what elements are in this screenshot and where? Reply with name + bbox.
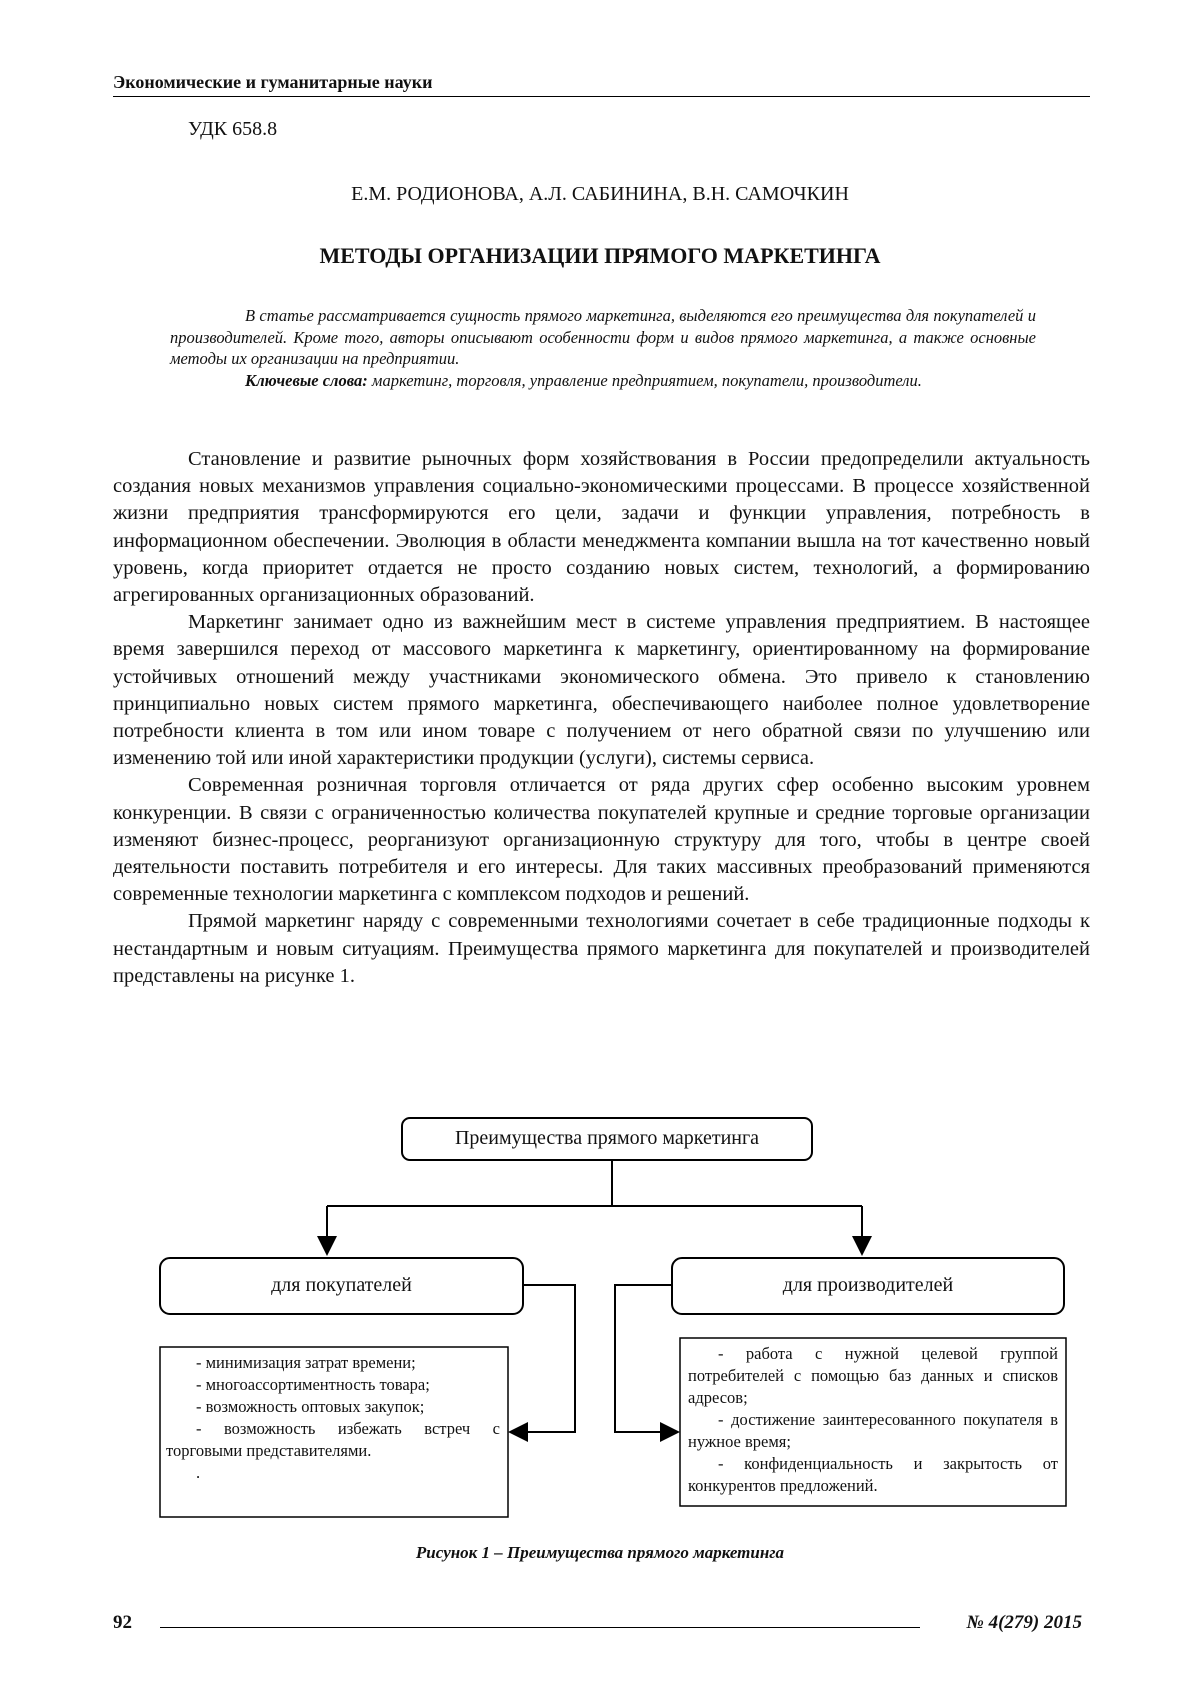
buyers-advantages bbox=[166, 1352, 500, 1484]
footer-divider bbox=[160, 1627, 920, 1628]
keywords-list: маркетинг, торговля, управление предприятием, покупатели, производители. bbox=[368, 371, 922, 390]
paragraph: Маркетинг занимает одно из важнейшим мест в системе управления предприятием. В настоящее время завершился переход от массового маркетинга к маркетингу, ориентированному на формирование устойчивых отношений между участниками экономического обмена. Это привело к становлению принципиально новых систем прямого маркетинга, обеспечивающего наиболее полное удовлетворение потребности клиента в том или ином товаре с получением от него обратной связи по улучшению или изменению той или иной характеристики продукции (услуги), системы сервиса. bbox=[113, 609, 1090, 772]
paragraph: Прямой маркетинг наряду с современными технологиями сочетает в себе традиционные подходы к нестандартным и новым ситуациям. Преимущества прямого маркетинга для покупателей и производителей представлены на рисунке 1. bbox=[113, 908, 1090, 990]
list-item: - возможность оптовых закупок; bbox=[166, 1396, 500, 1418]
paragraph: Современная розничная торговля отличается от ряда других сфер особенно высоким уровнем конкуренции. В связи с ограниченностью количества покупателей крупные и средние торговые организации изменяют бизнес-процесс, реорганизуют организационную структуру для того, чтобы в центре своей деятельности поставить потребителя и его интересы. Для таких массивных преобразований применяются современные технологии маркетинга с комплексом подходов и решений. bbox=[113, 772, 1090, 908]
running-header: Экономические и гуманитарные науки bbox=[113, 72, 1090, 97]
list-item: - минимизация затрат времени; bbox=[166, 1352, 500, 1374]
figure-caption: Рисунок 1 – Преимущества прямого маркетинга bbox=[0, 1543, 1200, 1563]
keywords-label: Ключевые слова: bbox=[245, 371, 368, 390]
udk-code: УДК 658.8 bbox=[188, 118, 277, 141]
page-number: 92 bbox=[113, 1612, 132, 1634]
producers-advantages bbox=[688, 1343, 1058, 1497]
list-item: . bbox=[166, 1462, 500, 1484]
left-box-label: для покупателей bbox=[160, 1274, 523, 1297]
article-title: МЕТОДЫ ОРГАНИЗАЦИИ ПРЯМОГО МАРКЕТИНГА bbox=[0, 243, 1200, 269]
list-item: - конфиденциальность и закрытость от конкурентов предложений. bbox=[688, 1453, 1058, 1497]
list-item: - работа с нужной целевой группой потребителей с помощью баз данных и списков адресов; bbox=[688, 1343, 1058, 1409]
list-item: - многоассортиментность товара; bbox=[166, 1374, 500, 1396]
abstract-text: В статье рассматривается сущность прямого маркетинга, выделяются его преимущества для покупателей и производителей. Кроме того, авторы описывают особенности форм и видов прямого маркетинга, а также основные методы их организации на предприятии. bbox=[170, 305, 1036, 370]
list-item: - достижение заинтересованного покупателя в нужное время; bbox=[688, 1409, 1058, 1453]
root-box-label: Преимущества прямого маркетинга bbox=[402, 1127, 812, 1150]
paragraph: Становление и развитие рыночных форм хозяйствования в России предопределили актуальность создания новых механизмов управления социально-экономическими процессами. В процессе хозяйственной жизни предприятия трансформируются его цели, задачи и функции управления, потребность в информационном обеспечении. Эволюция в области менеджмента компании вышла на тот качественно новый уровень, когда приоритет отдается не просто созданию новых систем, технологий, а формированию агрегированных организационных образований. bbox=[113, 446, 1090, 609]
authors: Е.М. РОДИОНОВА, А.Л. САБИНИНА, В.Н. САМОЧКИН bbox=[0, 183, 1200, 206]
right-box-label: для производителей bbox=[672, 1274, 1064, 1297]
issue-number: № 4(279) 2015 bbox=[966, 1612, 1082, 1634]
list-item: - возможность избежать встреч с торговыми представителями. bbox=[166, 1418, 500, 1462]
